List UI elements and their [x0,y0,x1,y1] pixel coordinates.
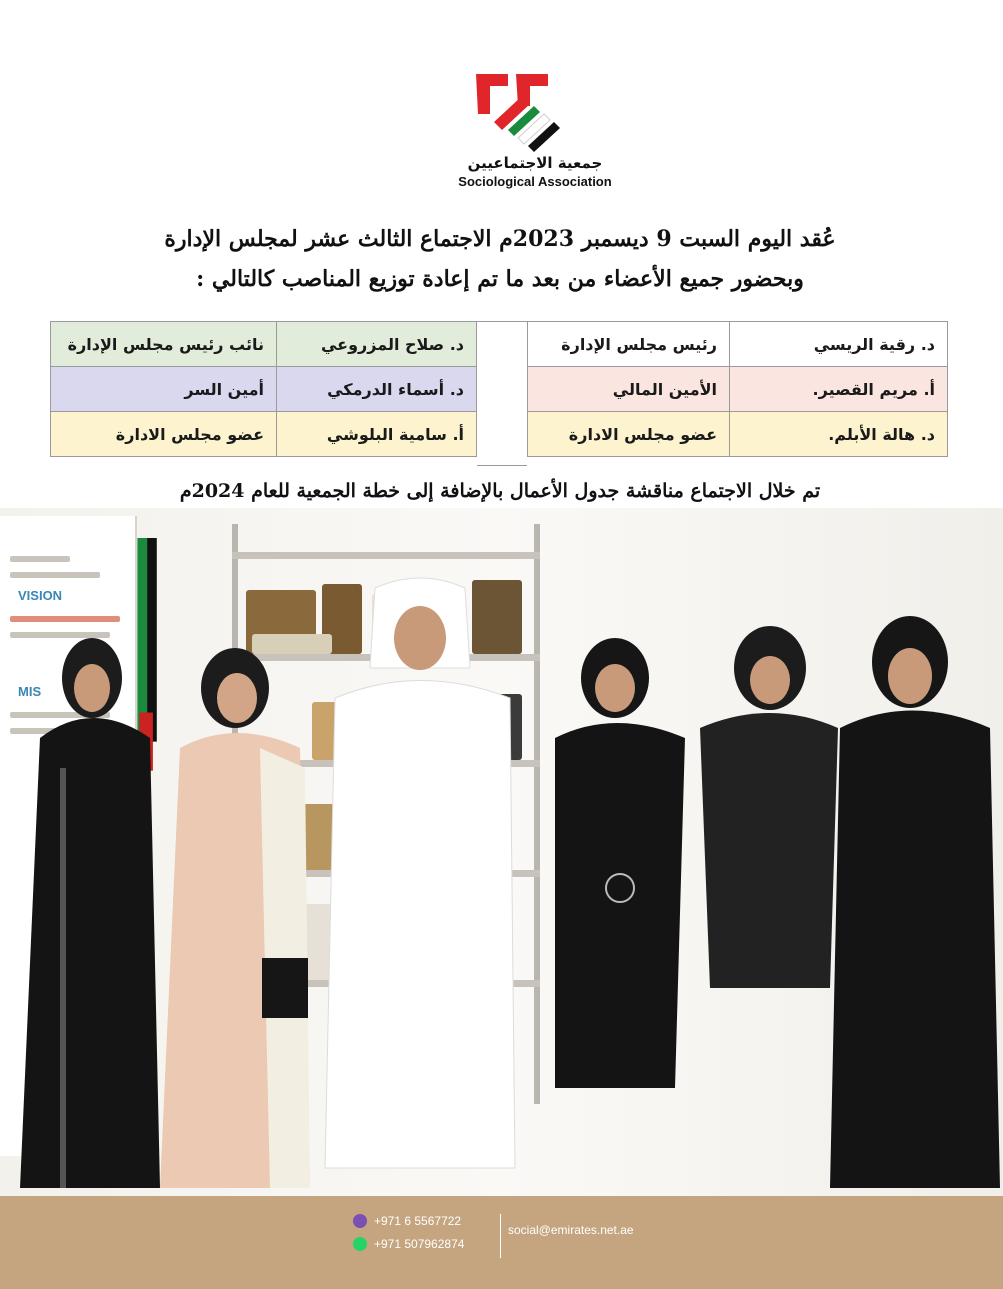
member-role: نائب رئيس مجلس الإدارة [51,322,277,367]
email-address[interactable]: social@emirates.net.ae [508,1223,634,1237]
person-6 [820,598,1003,1196]
person-1 [0,608,160,1196]
board-row [528,322,948,367]
person-4 [535,618,695,1196]
member-role: أمين السر [51,367,277,412]
member-role: عضو مجلس الادارة [528,412,730,457]
association-logo [440,66,612,191]
board-row [51,367,477,412]
table-gap [477,321,527,466]
footer-divider [500,1214,501,1258]
whatsapp-number[interactable]: +971 507962874 [374,1237,465,1251]
member-name: أ. مريم القصير. [730,367,948,412]
group-photo [0,508,1003,1196]
board-row [51,322,477,367]
contact-footer [0,1196,1003,1289]
member-name: د. أسماء الدرمكي [277,367,477,412]
person-5 [690,608,840,1108]
headline-line-1: عُقد اليوم السبت 9 ديسمبر 2023م الاجتماع الثالث عشر لمجلس الإدارة [164,226,836,252]
phone-icon [353,1214,367,1228]
banner-mission-text: MIS [18,684,42,699]
member-role: عضو مجلس الادارة [51,412,277,457]
logo-arabic-name: جمعية الاجتماعيين [467,154,603,172]
logo-english-name: Sociological Association [458,174,612,189]
member-name: د. رقية الريسي [730,322,948,367]
whatsapp-icon [353,1237,367,1251]
person-2 [150,628,320,1196]
member-name: أ. سامية البلوشي [277,412,477,457]
member-role: رئيس مجلس الإدارة [528,322,730,367]
banner-vision-text: VISION [18,588,63,603]
member-role: الأمين المالي [528,367,730,412]
board-table-right [527,321,948,457]
headline-line-2: وبحضور جميع الأعضاء من بعد ما تم إعادة توزيع المناصب كالتالي : [196,266,804,292]
board-row [528,367,948,412]
board-row [51,412,477,457]
meeting-summary: تم خلال الاجتماع مناقشة جدول الأعمال بالإضافة إلى خطة الجمعية للعام 2024م [179,480,821,502]
board-table-left [50,321,477,457]
member-name: د. صلاح المزروعي [277,322,477,367]
board-row [528,412,948,457]
logo-mark-icon [468,66,568,156]
person-3 [315,568,530,1196]
member-name: د. هالة الأبلم. [730,412,948,457]
phone-number[interactable]: +971 6 5567722 [374,1214,462,1228]
